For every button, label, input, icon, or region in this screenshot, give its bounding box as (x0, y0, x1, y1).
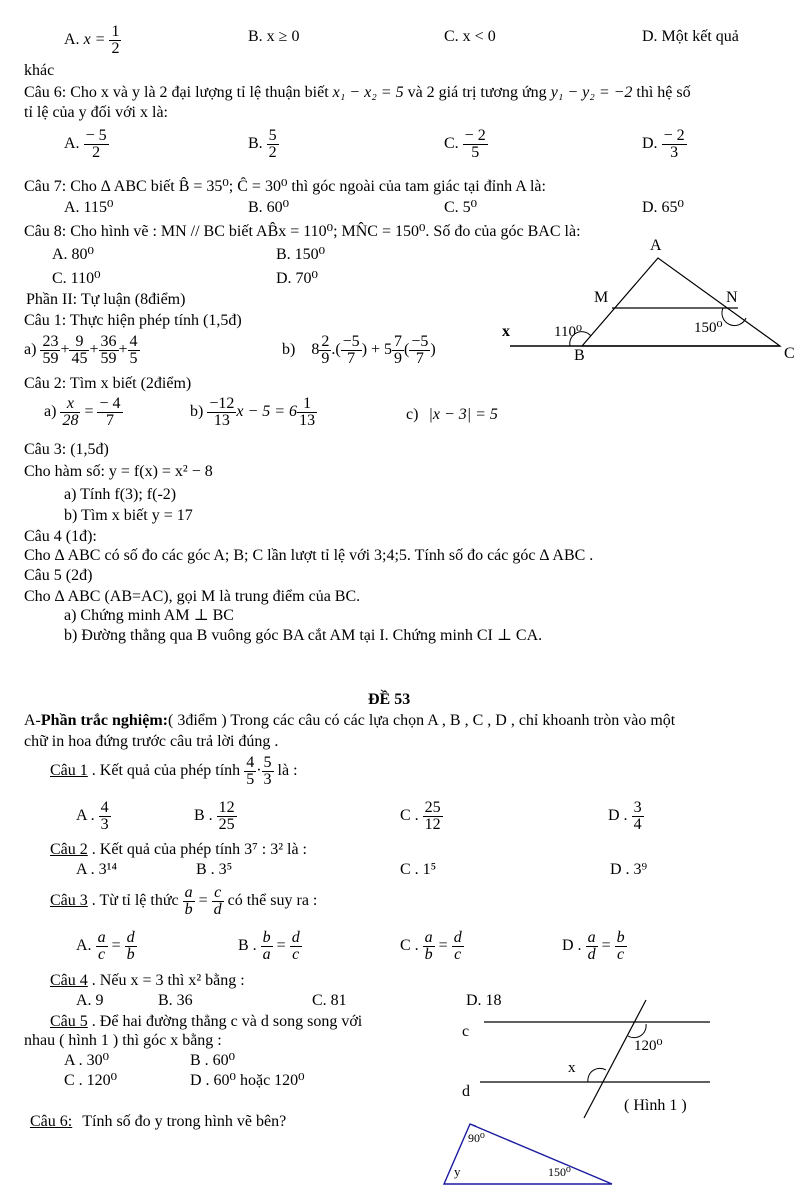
label-line-d: d (462, 1083, 470, 1100)
q6-option-a-fraction: $\frac{- 5}{2}$ (85, 127, 107, 161)
label-angle-x: x (568, 1060, 576, 1076)
c4-text: Cho ∆ ABC có số đo các góc A; B; C lần lượt tỉ lệ với 3;4;5. Tính số đo các góc ∆ ABC . (24, 547, 594, 564)
e53-q2-option-c: C . 1⁵ (400, 861, 437, 878)
part2-heading: Phần II: Tự luận (8điểm) (26, 291, 186, 308)
q5-option-d: D. Một kết quả (642, 28, 739, 45)
c1a-term-1: $\frac{23}{59}$ (42, 333, 59, 367)
e53-q3-label: Câu 3 (50, 892, 88, 910)
c1a-term-2: $\frac{9}{45}$ (71, 333, 88, 367)
e53-q1-option-d: D . $\frac{3}{4}$ (608, 799, 642, 833)
label-m: M (594, 289, 609, 306)
c5-text: Cho ∆ ABC (AB=AC), gọi M là trung điểm của BC. (24, 588, 361, 605)
c2b-expression: b) $\frac{-12}{13}$ x − 5 = 6 $\frac{1}{13}$ (190, 395, 316, 429)
e53-q2-label: Câu 2 (50, 841, 88, 858)
parallel-lines-figure (456, 1000, 716, 1120)
e53-q5-label: Câu 5 (50, 1013, 88, 1030)
c1-title: Câu 1: Thực hiện phép tính (1,5đ) (24, 312, 242, 329)
q5-option-a-fraction: $\frac{1}{2}$ (111, 23, 120, 57)
q8-option-b: B. 150⁰ (276, 246, 326, 263)
e53-q3-option-b: B . $\frac{b}{a}$ = $\frac{d}{c}$ (238, 929, 300, 963)
c1b-expression: b) 8 $\frac{2}{9}$ .( $\frac{-5}{7}$ ) + 5 $\frac{7}{9}$ ( $\frac{-5}{7}$ ) (282, 333, 436, 367)
label-angle-150: 150⁰ (694, 320, 723, 336)
label-angle-120: 120⁰ (634, 1038, 663, 1054)
label-angle-110: 110⁰ (554, 324, 582, 340)
q6-question-line2: tỉ lệ của y đối với x là: (24, 104, 168, 121)
e53-q1-label: Câu 1 (50, 762, 88, 780)
c4-title: Câu 4 (1đ): (24, 528, 97, 545)
e53-q2-option-a: A . 3¹⁴ (76, 861, 118, 878)
e53-q2: Câu 2 . Kết quả của phép tính 3⁷ : 3² là : (50, 841, 307, 858)
e53-q2-option-d: D . 3⁹ (610, 861, 648, 878)
label-angle-150: 150⁰ (548, 1165, 571, 1179)
c3b: b) Tìm x biết y = 17 (64, 507, 193, 524)
e53-q3-option-c: C . $\frac{a}{b}$ = $\frac{d}{c}$ (400, 929, 462, 963)
c1a-expression: a) $\frac{23}{59}$ + $\frac{9}{45}$ + $\frac{36}{59}$ + $\frac{4}{5}$ (24, 333, 138, 367)
e53-q4-option-c: C. 81 (312, 992, 347, 1009)
label-a: A (650, 237, 662, 254)
e53-q4-option-d: D. 18 (466, 992, 502, 1009)
e53-q6: Câu 6: Tính số đo y trong hình vẽ bên? (30, 1113, 287, 1130)
exam-intro-line2: chữ in hoa đứng trước câu trả lời đúng . (24, 733, 279, 750)
q6-option-c: C. $\frac{- 2}{5}$ (444, 127, 486, 161)
triangle-abc (582, 258, 780, 346)
q5-option-d-continued: khác (24, 62, 55, 79)
label-line-c: c (462, 1023, 470, 1040)
c3a: a) Tính f(3); f(-2) (64, 486, 177, 503)
q7-option-c: C. 5⁰ (444, 199, 478, 216)
c2a-expression: a) $\frac{x}{28}$ = $\frac{- 4}{7}$ (44, 395, 121, 429)
label-c: C (784, 345, 795, 362)
e53-q4-label: Câu 4 (50, 972, 88, 989)
e53-q1-option-a: A . $\frac{4}{3}$ (76, 799, 109, 833)
c3-title: Câu 3: (1,5đ) (24, 441, 109, 458)
q7-option-d: D. 65⁰ (642, 199, 684, 216)
label-angle-90: 90⁰ (468, 1131, 485, 1145)
c5b: b) Đường thẳng qua B vuông góc BA cắt AM tại I. Chứng minh CI ⊥ CA. (64, 627, 543, 644)
e53-q5-option-c: C . 120⁰ (64, 1072, 118, 1089)
q8-triangle-figure (490, 232, 800, 362)
c1a-term-4: $\frac{4}{5}$ (129, 333, 138, 367)
e53-q6-label: Câu 6: (30, 1113, 73, 1130)
angle-arc-x (588, 1068, 606, 1082)
q6-expr-x: x₁ − x₂ = 5 (332, 84, 404, 101)
label-n: N (726, 289, 738, 306)
label-x: x (502, 323, 510, 340)
e53-q2-option-b: B . 3⁵ (196, 861, 233, 878)
c5a: a) Chứng minh AM ⊥ BC (64, 607, 234, 624)
label-b: B (574, 347, 585, 364)
exam-title: ĐỀ 53 (368, 691, 411, 708)
c2-title: Câu 2: Tìm x biết (2điểm) (24, 375, 192, 392)
c2c-expression: c) |x − 3| = 5 (406, 406, 498, 423)
q5-option-b: B. x ≥ 0 (248, 28, 300, 45)
e53-q5-option-d: D . 60⁰ hoặc 120⁰ (190, 1072, 305, 1089)
q8-question: Câu 8: Cho hình vẽ : MN // BC biết AB̂x = 110⁰; MN̂C = 150⁰. Số đo của góc BAC là: (24, 223, 581, 240)
q5-option-a-label: A. (64, 31, 80, 49)
angle-arc-120 (628, 1024, 646, 1038)
q6-option-d-fraction: $\frac{- 2}{3}$ (663, 127, 685, 161)
q7-question: Câu 7: Cho ∆ ABC biết B̂ = 35⁰; Ĉ = 30⁰ thì góc ngoài của tam giác tại đỉnh A là: (24, 178, 546, 195)
figure-caption: ( Hình 1 ) (624, 1097, 687, 1114)
q7-option-b: B. 60⁰ (248, 199, 290, 216)
q6-expr-y: y₁ − y₂ = −2 (550, 84, 633, 101)
e53-q5-line2: nhau ( hình 1 ) thì góc x bằng : (24, 1032, 222, 1049)
q5-option-a (64, 24, 121, 57)
label-angle-y: y (454, 1164, 461, 1179)
angle-arc-n (722, 308, 746, 326)
q6-option-d: D. $\frac{- 2}{3}$ (642, 127, 685, 161)
q6-triangle-figure (440, 1120, 620, 1190)
q8-option-d: D. 70⁰ (276, 270, 318, 287)
c1a-term-3: $\frac{36}{59}$ (100, 333, 117, 367)
q6-option-c-fraction: $\frac{- 2}{5}$ (464, 127, 486, 161)
e53-q4-option-b: B. 36 (158, 992, 193, 1009)
e53-q5-option-a: A . 30⁰ (64, 1052, 110, 1069)
exam-intro: A-Phần trắc nghiệm:( 3điểm ) Trong các câu có các lựa chọn A , B , C , D , chỉ khoanh tròn vào một (24, 712, 676, 729)
c5-title: Câu 5 (2đ) (24, 567, 93, 584)
q5-option-a-expr: x = (83, 31, 106, 49)
e53-q3-option-d: D . $\frac{a}{d}$ = $\frac{b}{c}$ (562, 929, 625, 963)
e53-q5-option-b: B . 60⁰ (190, 1052, 236, 1069)
q6-option-a: A. $\frac{- 5}{2}$ (64, 127, 107, 161)
q6-question: Câu 6: Cho x và y là 2 đại lượng tỉ lệ thuận biết x₁ − x₂ = 5 và 2 giá trị tương ứng y₁ − y₂ = −2 thì hệ số (24, 84, 691, 101)
e53-q3-option-a: A. $\frac{a}{c}$ = $\frac{d}{b}$ (76, 929, 135, 963)
q6-option-b-fraction: $\frac{5}{2}$ (268, 127, 277, 161)
e53-q5: Câu 5 . Để hai đường thẳng c và d song song với (50, 1013, 363, 1030)
q7-option-a: A. 115⁰ (64, 199, 114, 216)
q8-option-a: A. 80⁰ (52, 246, 94, 263)
e53-q1-option-c: C . $\frac{25}{12}$ (400, 799, 441, 833)
e53-q1: Câu 1 . Kết quả của phép tính $\frac{4}{5}$ · $\frac{5}{3}$ là : (50, 754, 298, 788)
q8-option-c: C. 110⁰ (52, 270, 101, 287)
q6-option-b: B. $\frac{5}{2}$ (248, 127, 277, 161)
e53-q3: Câu 3 . Từ tỉ lệ thức $\frac{a}{b}$ = $\frac{c}{d}$ có thể suy ra : (50, 884, 318, 918)
e53-q1-option-b: B . $\frac{12}{25}$ (194, 799, 235, 833)
e53-q4: Câu 4 . Nếu x = 3 thì x² bằng : (50, 972, 245, 989)
c3-function: Cho hàm số: y = f(x) = x² − 8 (24, 463, 213, 480)
e53-q4-option-a: A. 9 (76, 992, 104, 1009)
q5-option-c: C. x < 0 (444, 28, 496, 45)
